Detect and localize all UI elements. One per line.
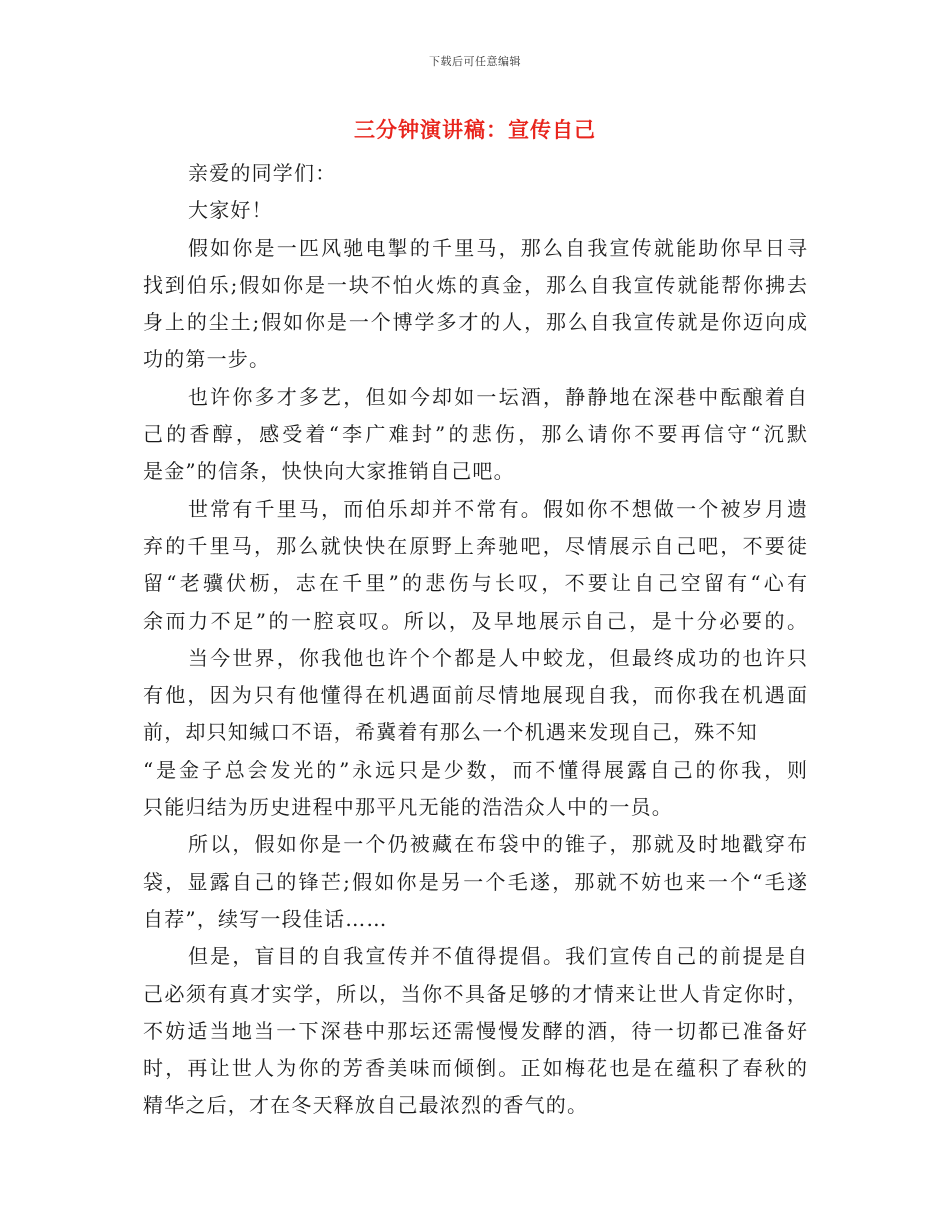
text-line: 当今世界，你我他也许个个都是人中蛟龙，但最终成功的也许只 bbox=[188, 645, 807, 670]
text-line: 自荐”，续写一段佳话…… bbox=[143, 906, 388, 931]
text-line: “是金子总会发光的”永远只是少数，而不懂得展露自己的你我，则 bbox=[143, 757, 807, 782]
text-line: 所以，假如你是一个仍被藏在布袋中的锥子，那就及时地戳穿布 bbox=[188, 832, 807, 857]
document-body bbox=[143, 155, 807, 1125]
text-line: 前，却只知缄口不语，希冀着有那么一个机遇来发现自己，殊不知 bbox=[143, 720, 758, 745]
text-line: 己必须有真才实学，所以，当你不具备足够的才情来让世人肯定你时， bbox=[143, 981, 807, 1006]
text-line: 功的第一步。 bbox=[143, 347, 271, 372]
text-line: 也许你多才多艺，但如今却如一坛酒，静静地在深巷中酝酿着自 bbox=[188, 384, 807, 409]
text-line: 大家好！ bbox=[188, 198, 273, 223]
text-line: 己的香醇，感受着“李广难封”的悲伤，那么请你不要再信守“沉默 bbox=[143, 422, 807, 447]
text-line: 世常有千里马，而伯乐却并不常有。假如你不想做一个被岁月遗 bbox=[188, 496, 807, 521]
text-line: 余而力不足”的一腔哀叹。所以，及早地展示自己，是十分必要的。 bbox=[143, 608, 807, 633]
document-title: 三分钟演讲稿：宣传自己 bbox=[354, 118, 596, 142]
text-line: 是金”的信条，快快向大家推销自己吧。 bbox=[143, 459, 515, 484]
text-line: 时，再让世人为你的芳香美味而倾倒。正如梅花也是在蕴积了春秋的 bbox=[143, 1056, 807, 1081]
text-line: 假如你是一匹风驰电掣的千里马，那么自我宣传就能助你早日寻 bbox=[188, 235, 807, 260]
text-line: 弃的千里马，那么就快快在原野上奔驰吧，尽情展示自己吧，不要徒 bbox=[143, 533, 807, 558]
page-header-note: 下载后可任意编辑 bbox=[429, 55, 521, 68]
text-line: 只能归结为历史进程中那平凡无能的浩浩众人中的一员。 bbox=[143, 795, 673, 820]
text-line: 但是，盲目的自我宣传并不值得提倡。我们宣传自己的前提是自 bbox=[188, 944, 807, 969]
text-line: 亲爱的同学们： bbox=[188, 161, 337, 185]
text-line: 有他，因为只有他懂得在机遇面前尽情地展现自我，而你我在机遇面 bbox=[143, 683, 807, 708]
text-line: 袋，显露自己的锋芒;假如你是另一个毛遂，那就不妨也来一个“毛遂 bbox=[143, 869, 807, 894]
text-line: 留“老骥伏枥，志在千里”的悲伤与长叹，不要让自己空留有“心有 bbox=[143, 571, 807, 596]
text-line: 精华之后，才在冬天释放自己最浓烈的香气的。 bbox=[143, 1093, 589, 1118]
text-line: 不妨适当地当一下深巷中那坛还需慢慢发酵的酒，待一切都已准备好 bbox=[143, 1018, 807, 1043]
text-line: 找到伯乐;假如你是一块不怕火炼的真金，那么自我宣传就能帮你拂去 bbox=[143, 272, 807, 297]
text-line: 身上的尘土;假如你是一个博学多才的人，那么自我宣传就是你迈向成 bbox=[143, 310, 807, 335]
